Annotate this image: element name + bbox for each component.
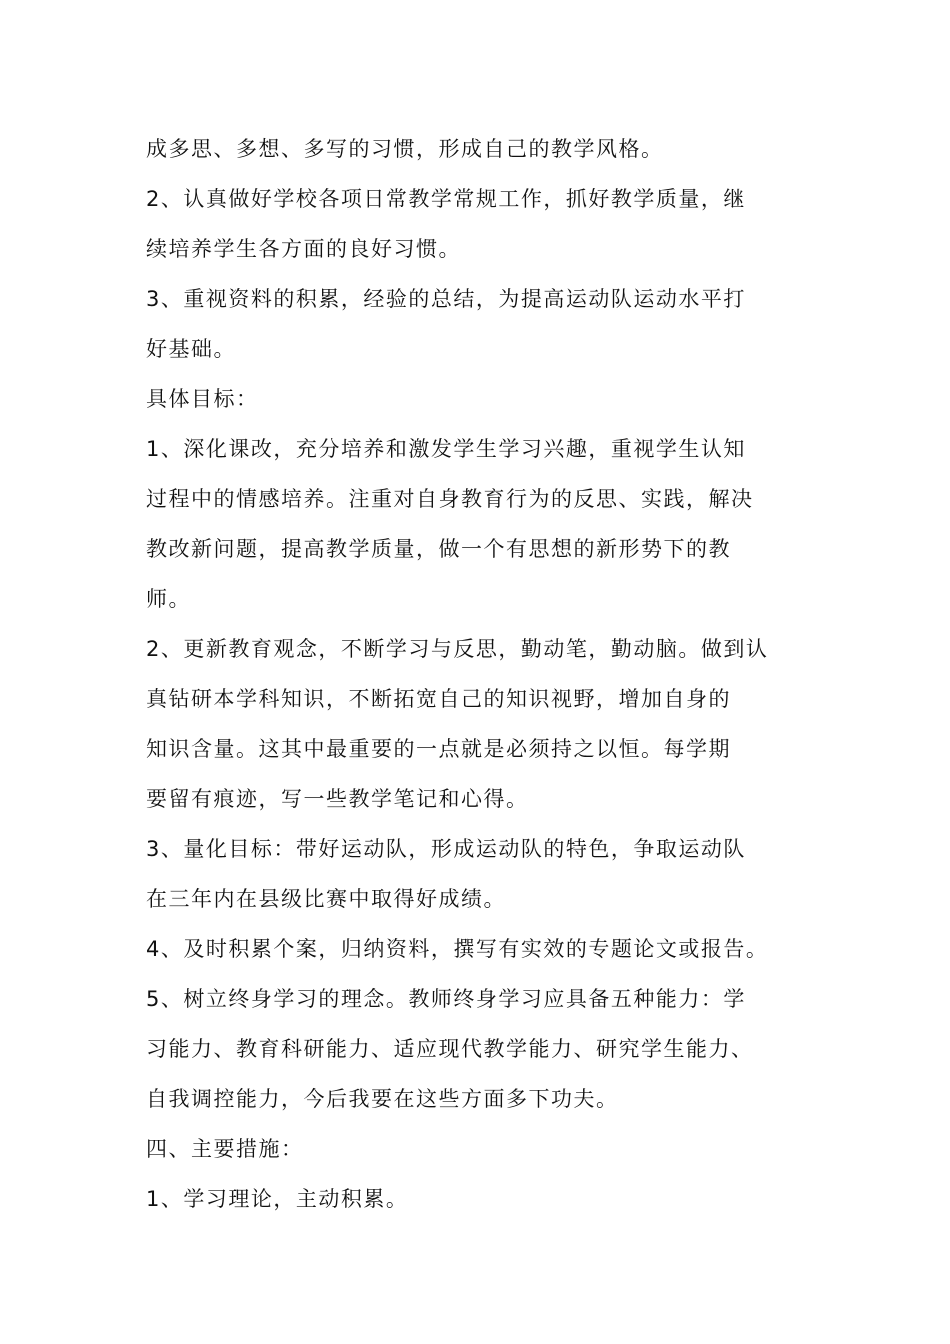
section-heading-main-measures: 四、主要措施：	[146, 1137, 304, 1161]
text-line-1: 成多思、多想、多写的习惯，形成自己的教学风格。	[146, 137, 664, 161]
text-line-9: 教改新问题，提高教学质量，做一个有思想的新形势下的教	[146, 537, 731, 561]
text-line-12: 真钻研本学科知识，不断拓宽自己的知识视野，增加自身的	[146, 687, 731, 711]
text-line-11: 2、更新教育观念，不断学习与反思，勤动笔，勤动脑。做到认	[146, 637, 769, 661]
text-line-13: 知识含量。这其中最重要的一点就是必须持之以恒。每学期	[146, 737, 731, 761]
section-heading-specific-goals: 具体目标：	[146, 387, 259, 411]
text-line-16: 在三年内在县级比赛中取得好成绩。	[146, 887, 506, 911]
text-line-19: 习能力、教育科研能力、适应现代教学能力、研究学生能力、	[146, 1037, 754, 1061]
text-line-5: 好基础。	[146, 337, 236, 361]
text-line-10: 师。	[146, 587, 191, 611]
text-line-17: 4、及时积累个案，归纳资料，撰写有实效的专题论文或报告。	[146, 937, 769, 961]
text-line-22: 1、学习理论，主动积累。	[146, 1187, 409, 1211]
text-line-18: 5、树立终身学习的理念。教师终身学习应具备五种能力：学	[146, 987, 746, 1011]
text-line-2: 2、认真做好学校各项日常教学常规工作，抓好教学质量，继	[146, 187, 746, 211]
text-line-8: 过程中的情感培养。注重对自身教育行为的反思、实践，解决	[146, 487, 754, 511]
text-line-4: 3、重视资料的积累，经验的总结，为提高运动队运动水平打	[146, 287, 746, 311]
text-line-7: 1、深化课改，充分培养和激发学生学习兴趣，重视学生认知	[146, 437, 746, 461]
text-line-15: 3、量化目标：带好运动队，形成运动队的特色，争取运动队	[146, 837, 746, 861]
text-line-20: 自我调控能力，今后我要在这些方面多下功夫。	[146, 1087, 619, 1111]
text-line-14: 要留有痕迹，写一些教学笔记和心得。	[146, 787, 529, 811]
text-line-3: 续培养学生各方面的良好习惯。	[146, 237, 461, 261]
